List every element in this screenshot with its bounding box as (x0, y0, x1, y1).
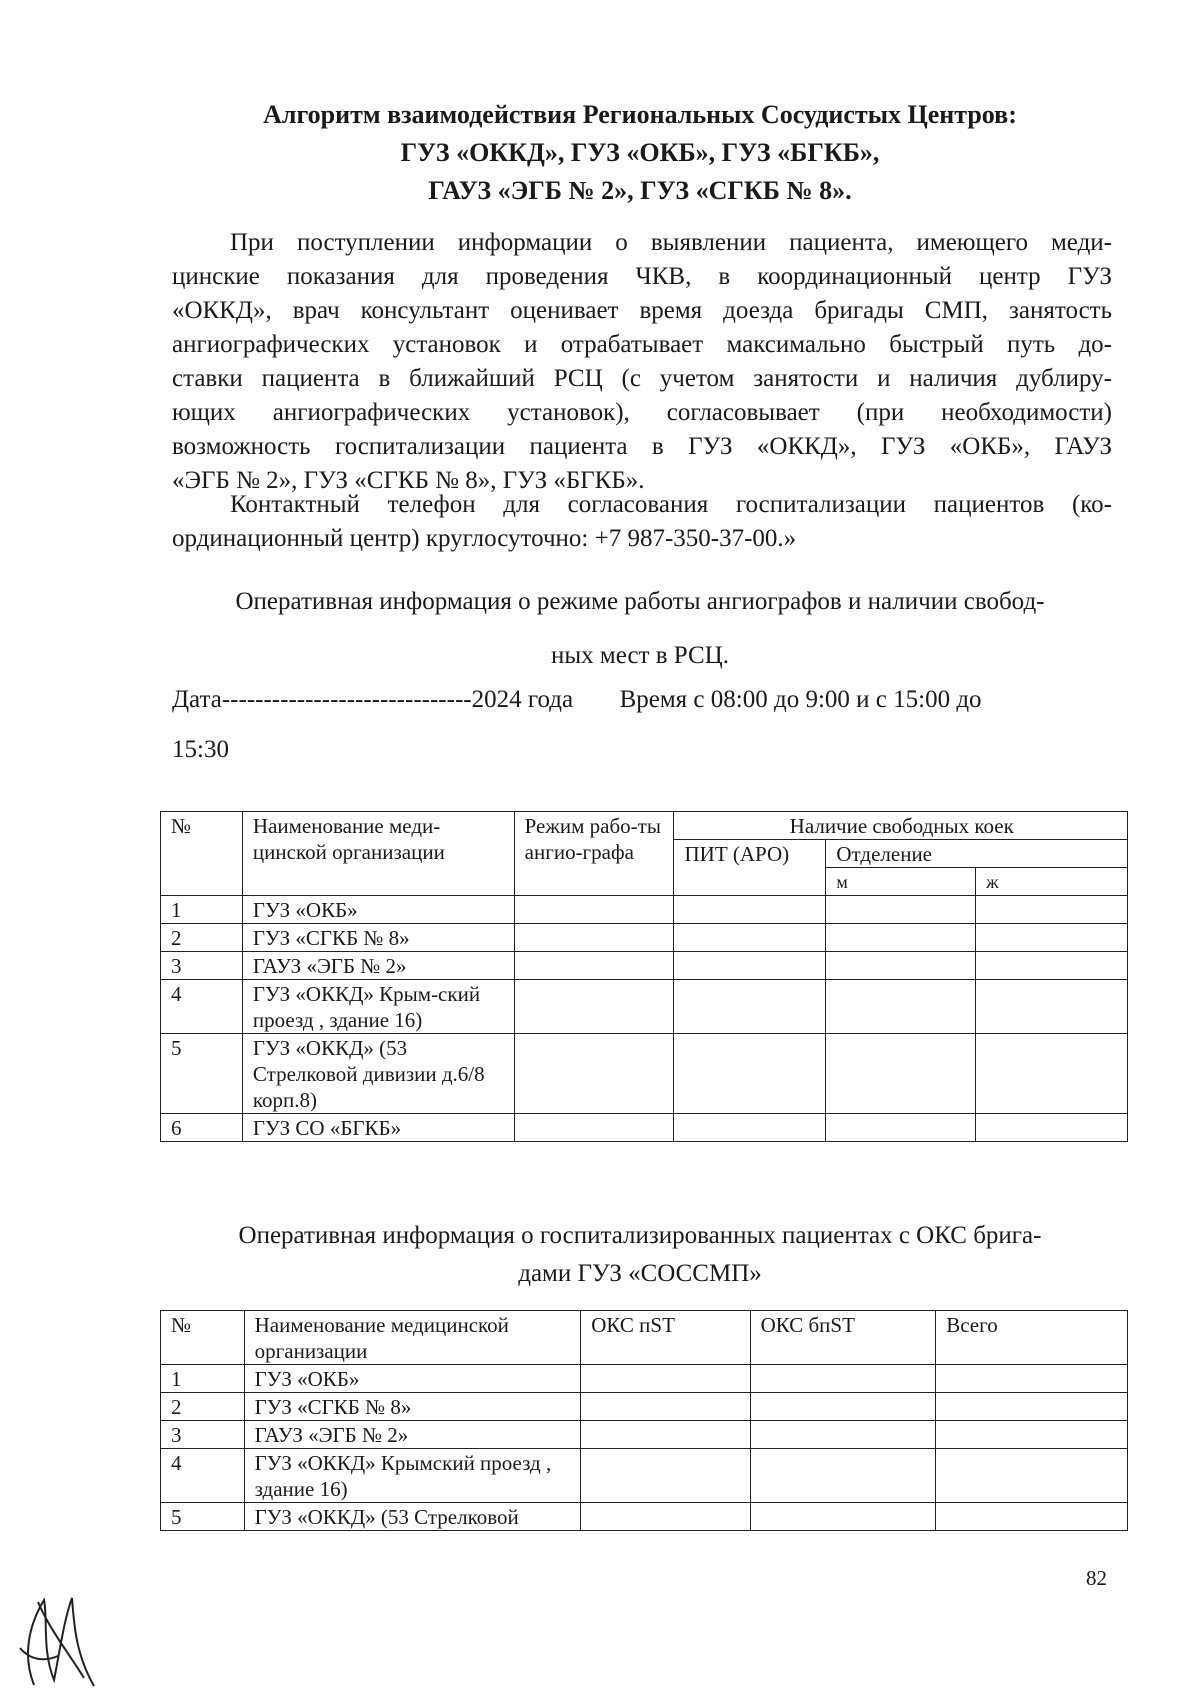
header-oks-bpst: ОКС бпST (750, 1311, 936, 1365)
empty-cell (936, 1393, 1128, 1421)
empty-cell (674, 952, 826, 980)
row-num: 4 (161, 980, 243, 1034)
paragraph-line: Контактный телефон для согласования госпитализации пациентов (ко- (230, 491, 1112, 518)
empty-cell (514, 980, 674, 1034)
table-header-row (161, 1311, 1128, 1365)
empty-cell (514, 896, 674, 924)
empty-cell (936, 1503, 1128, 1531)
row-org: ГУЗ «ОККД» (53 Стрелковой дивизии д.6/8 корп.8) (242, 1034, 514, 1114)
empty-cell (936, 1365, 1128, 1393)
table-row (161, 1449, 1128, 1503)
header-org: Наименование медицинской организации (244, 1311, 581, 1365)
section2-caption-line2: дами ГУЗ «СОССМП» (518, 1260, 762, 1287)
header-num: № (161, 1311, 245, 1365)
empty-cell (976, 896, 1128, 924)
header-pit: ПИТ (АРО) (674, 840, 826, 896)
empty-cell (826, 1034, 976, 1114)
empty-cell (514, 1114, 674, 1142)
header-num: № (161, 812, 243, 896)
empty-cell (581, 1449, 750, 1503)
empty-cell (750, 1421, 936, 1449)
empty-cell (976, 1034, 1128, 1114)
empty-cell (750, 1365, 936, 1393)
time-continuation: 15:30 (172, 736, 229, 763)
paragraph-algorithm (172, 226, 1112, 498)
section2-caption-line1: Оперативная информация о госпитализированных пациентах с ОКС брига- (238, 1222, 1042, 1249)
empty-cell (674, 980, 826, 1034)
empty-cell (674, 924, 826, 952)
empty-cell (936, 1421, 1128, 1449)
empty-cell (674, 1114, 826, 1142)
table-row (161, 1503, 1128, 1531)
paragraph-line: возможность госпитализации пациента в ГУЗ «ОККД», ГУЗ «ОКБ», ГАУЗ (172, 433, 1112, 460)
row-org: ГУЗ СО «БГКБ» (242, 1114, 514, 1142)
row-org: ГУЗ «ОККД» Крымский проезд , здание 16) (244, 1449, 581, 1503)
empty-cell (514, 1034, 674, 1114)
paragraph-line: При поступлении информации о выявлении пациента, имеющего меди- (230, 229, 1112, 256)
empty-cell (514, 924, 674, 952)
empty-cell (976, 1114, 1128, 1142)
row-num: 5 (161, 1034, 243, 1114)
empty-cell (674, 1034, 826, 1114)
paragraph-line: «ЭГБ № 2», ГУЗ «СГКБ № 8», ГУЗ «БГКБ». (172, 467, 645, 494)
document-title (160, 96, 1120, 210)
title-line-3: ГАУЗ «ЭГБ № 2», ГУЗ «СГКБ № 8». (428, 176, 852, 205)
empty-cell (826, 924, 976, 952)
oks-patients-table (160, 1310, 1128, 1531)
title-line-2: ГУЗ «ОККД», ГУЗ «ОКБ», ГУЗ «БГКБ», (400, 138, 880, 167)
row-num: 5 (161, 1503, 245, 1531)
header-m: м (826, 868, 976, 896)
paragraph-line: ставки пациента в ближайший РСЦ (с учетом занятости и наличия дублиру- (172, 365, 1112, 392)
header-total: Всего (936, 1311, 1128, 1365)
empty-cell (936, 1449, 1128, 1503)
empty-cell (674, 896, 826, 924)
row-org: ГАУЗ «ЭГБ № 2» (244, 1421, 581, 1449)
table-header-row (161, 812, 1128, 840)
row-org: ГУЗ «ОКБ» (244, 1365, 581, 1393)
table-row (161, 1034, 1128, 1114)
angiograph-beds-table (160, 811, 1128, 1142)
paragraph-line: «ОККД», врач консультант оценивает время доезда бригады СМП, занятость (172, 297, 1112, 324)
header-oks-pst: ОКС пST (581, 1311, 750, 1365)
year-text: 2024 года (471, 686, 574, 713)
table-row (161, 1393, 1128, 1421)
page-number: 82 (1086, 1566, 1107, 1590)
empty-cell (826, 1114, 976, 1142)
empty-cell (581, 1365, 750, 1393)
row-num: 3 (161, 1421, 245, 1449)
table-row (161, 1114, 1128, 1142)
row-num: 1 (161, 896, 243, 924)
row-num: 6 (161, 1114, 243, 1142)
empty-cell (826, 952, 976, 980)
empty-cell (514, 952, 674, 980)
row-org: ГУЗ «СГКБ № 8» (242, 924, 514, 952)
empty-cell (750, 1449, 936, 1503)
paragraph-line: ангиографических установок и отрабатывает максимально быстрый путь до- (172, 331, 1112, 358)
header-org: Наименование меди-цинской организации (242, 812, 514, 896)
table-row (161, 924, 1128, 952)
empty-cell (581, 1503, 750, 1531)
paragraph-line: ющих ангиографических установок), согласовывает (при необходимости) (172, 399, 1112, 426)
empty-cell (826, 980, 976, 1034)
empty-cell (581, 1393, 750, 1421)
header-f: ж (976, 868, 1128, 896)
row-num: 2 (161, 924, 243, 952)
date-time-line (172, 686, 1112, 714)
empty-cell (750, 1503, 936, 1531)
empty-cell (976, 924, 1128, 952)
section1-caption-line1: Оперативная информация о режиме работы ангиографов и наличии свобод- (235, 588, 1045, 615)
row-num: 1 (161, 1365, 245, 1393)
empty-cell (826, 896, 976, 924)
row-org: ГУЗ «ОКБ» (242, 896, 514, 924)
row-num: 2 (161, 1393, 245, 1421)
row-org: ГУЗ «ОККД» (53 Стрелковой (244, 1503, 581, 1531)
table-row (161, 1365, 1128, 1393)
table-row (161, 896, 1128, 924)
header-dept: Отделение (826, 840, 1128, 868)
table-row (161, 952, 1128, 980)
row-org: ГУЗ «ОККД» Крым-ский проезд , здание 16) (242, 980, 514, 1034)
section1-caption-line2: ных мест в РСЦ. (551, 642, 729, 669)
header-mode: Режим рабо-ты ангио-графа (514, 812, 674, 896)
empty-cell (976, 952, 1128, 980)
row-org: ГАУЗ «ЭГБ № 2» (242, 952, 514, 980)
empty-cell (976, 980, 1128, 1034)
date-blank: ------------------------------ (221, 686, 472, 713)
row-org: ГУЗ «СГКБ № 8» (244, 1393, 581, 1421)
row-num: 4 (161, 1449, 245, 1503)
paragraph-line: цинские показания для проведения ЧКВ, в координационный центр ГУЗ (172, 263, 1112, 290)
paragraph-line: ординационный центр) круглосуточно: +7 987-350-37-00.» (172, 525, 797, 552)
title-line-1: Алгоритм взаимодействия Региональных Сосудистых Центров: (263, 100, 1017, 129)
empty-cell (581, 1421, 750, 1449)
date-label: Дата (172, 686, 222, 713)
table-row (161, 1421, 1128, 1449)
table-row (161, 980, 1128, 1034)
row-num: 3 (161, 952, 243, 980)
empty-cell (750, 1393, 936, 1421)
header-free-beds: Наличие свободных коек (674, 812, 1128, 840)
paragraph-contact (172, 488, 1112, 556)
signature-icon (14, 1590, 104, 1690)
time-text: Время с 08:00 до 9:00 и с 15:00 до (619, 686, 982, 713)
